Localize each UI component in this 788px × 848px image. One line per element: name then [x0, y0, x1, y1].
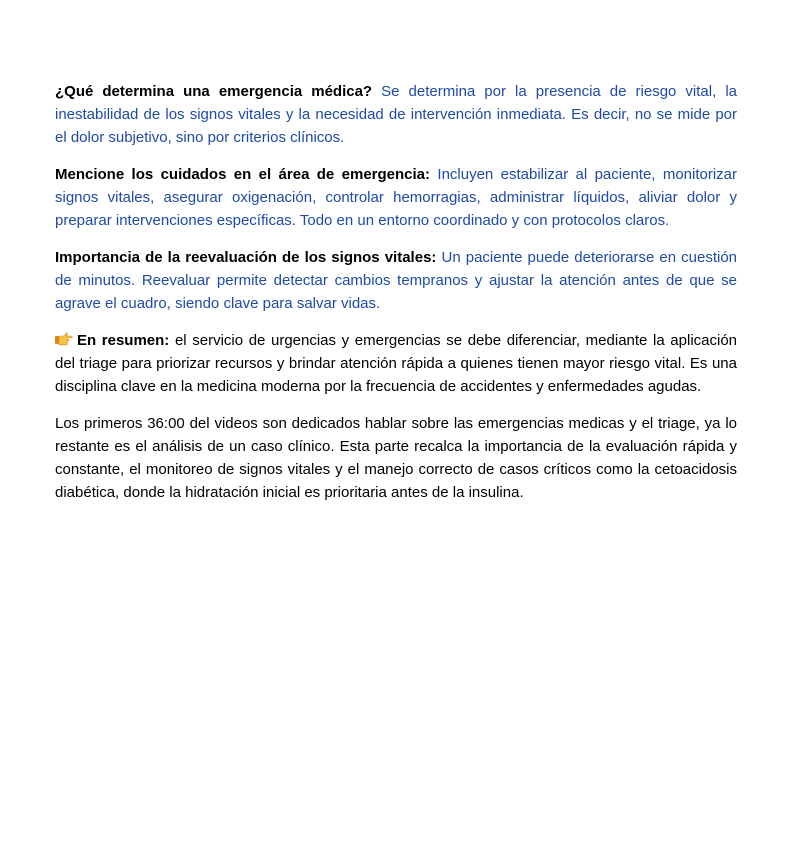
- qa-paragraph-emergency-care: [55, 163, 737, 232]
- closing-paragraph: Los primeros 36:00 del videos son dedicados hablar sobre las emergencias medicas y el triage, ya lo restante es el análisis de un caso clínico. Esta parte recalca la importancia de la evaluación rápida y constante, el monitoreo de signos vitales y el manejo correcto de casos críticos como la cetoacidosis diabética, donde la hidratación inicial es prioritaria antes de la insulina.: [55, 415, 737, 501]
- document-page: [55, 80, 737, 518]
- question-label: Importancia de la reevaluación de los signos vitales:: [55, 249, 437, 266]
- qa-paragraph-vital-signs: [55, 246, 737, 315]
- question-label: ¿Qué determina una emergencia médica?: [55, 83, 373, 100]
- qa-paragraph-emergency-definition: [55, 80, 737, 149]
- summary-paragraph: [55, 329, 737, 398]
- summary-label: En resumen:: [77, 332, 170, 349]
- pointing-right-hand-icon: [55, 332, 73, 346]
- answer-text: Se determina por la presencia de riesgo vital, la inestabilidad de los signos vitales y la necesidad de intervención inmediata. Es decir, no se mide por el dolor subjetivo, sino por criterios clínicos.: [55, 83, 737, 146]
- question-label: Mencione los cuidados en el área de emergencia:: [55, 166, 431, 183]
- answer-text: Incluyen estabilizar al paciente, monitorizar signos vitales, asegurar oxigenación, controlar hemorragias, administrar líquidos, aliviar dolor y preparar intervenciones específicas. Todo en un entorno coordinado y con protocolos claros.: [55, 166, 738, 229]
- answer-text: Un paciente puede deteriorarse en cuestión de minutos. Reevaluar permite detectar cambios tempranos y ajustar la atención antes de que se agrave el cuadro, siendo clave para salvar vidas.: [55, 249, 738, 312]
- summary-text: el servicio de urgencias y emergencias se debe diferenciar, mediante la aplicación del triage para priorizar recursos y brindar atención rápida a quienes tienen mayor riesgo vital. Es una disciplina clave en la medicina moderna por la frecuencia de accidentes y enfermedades agudas.: [55, 332, 738, 395]
